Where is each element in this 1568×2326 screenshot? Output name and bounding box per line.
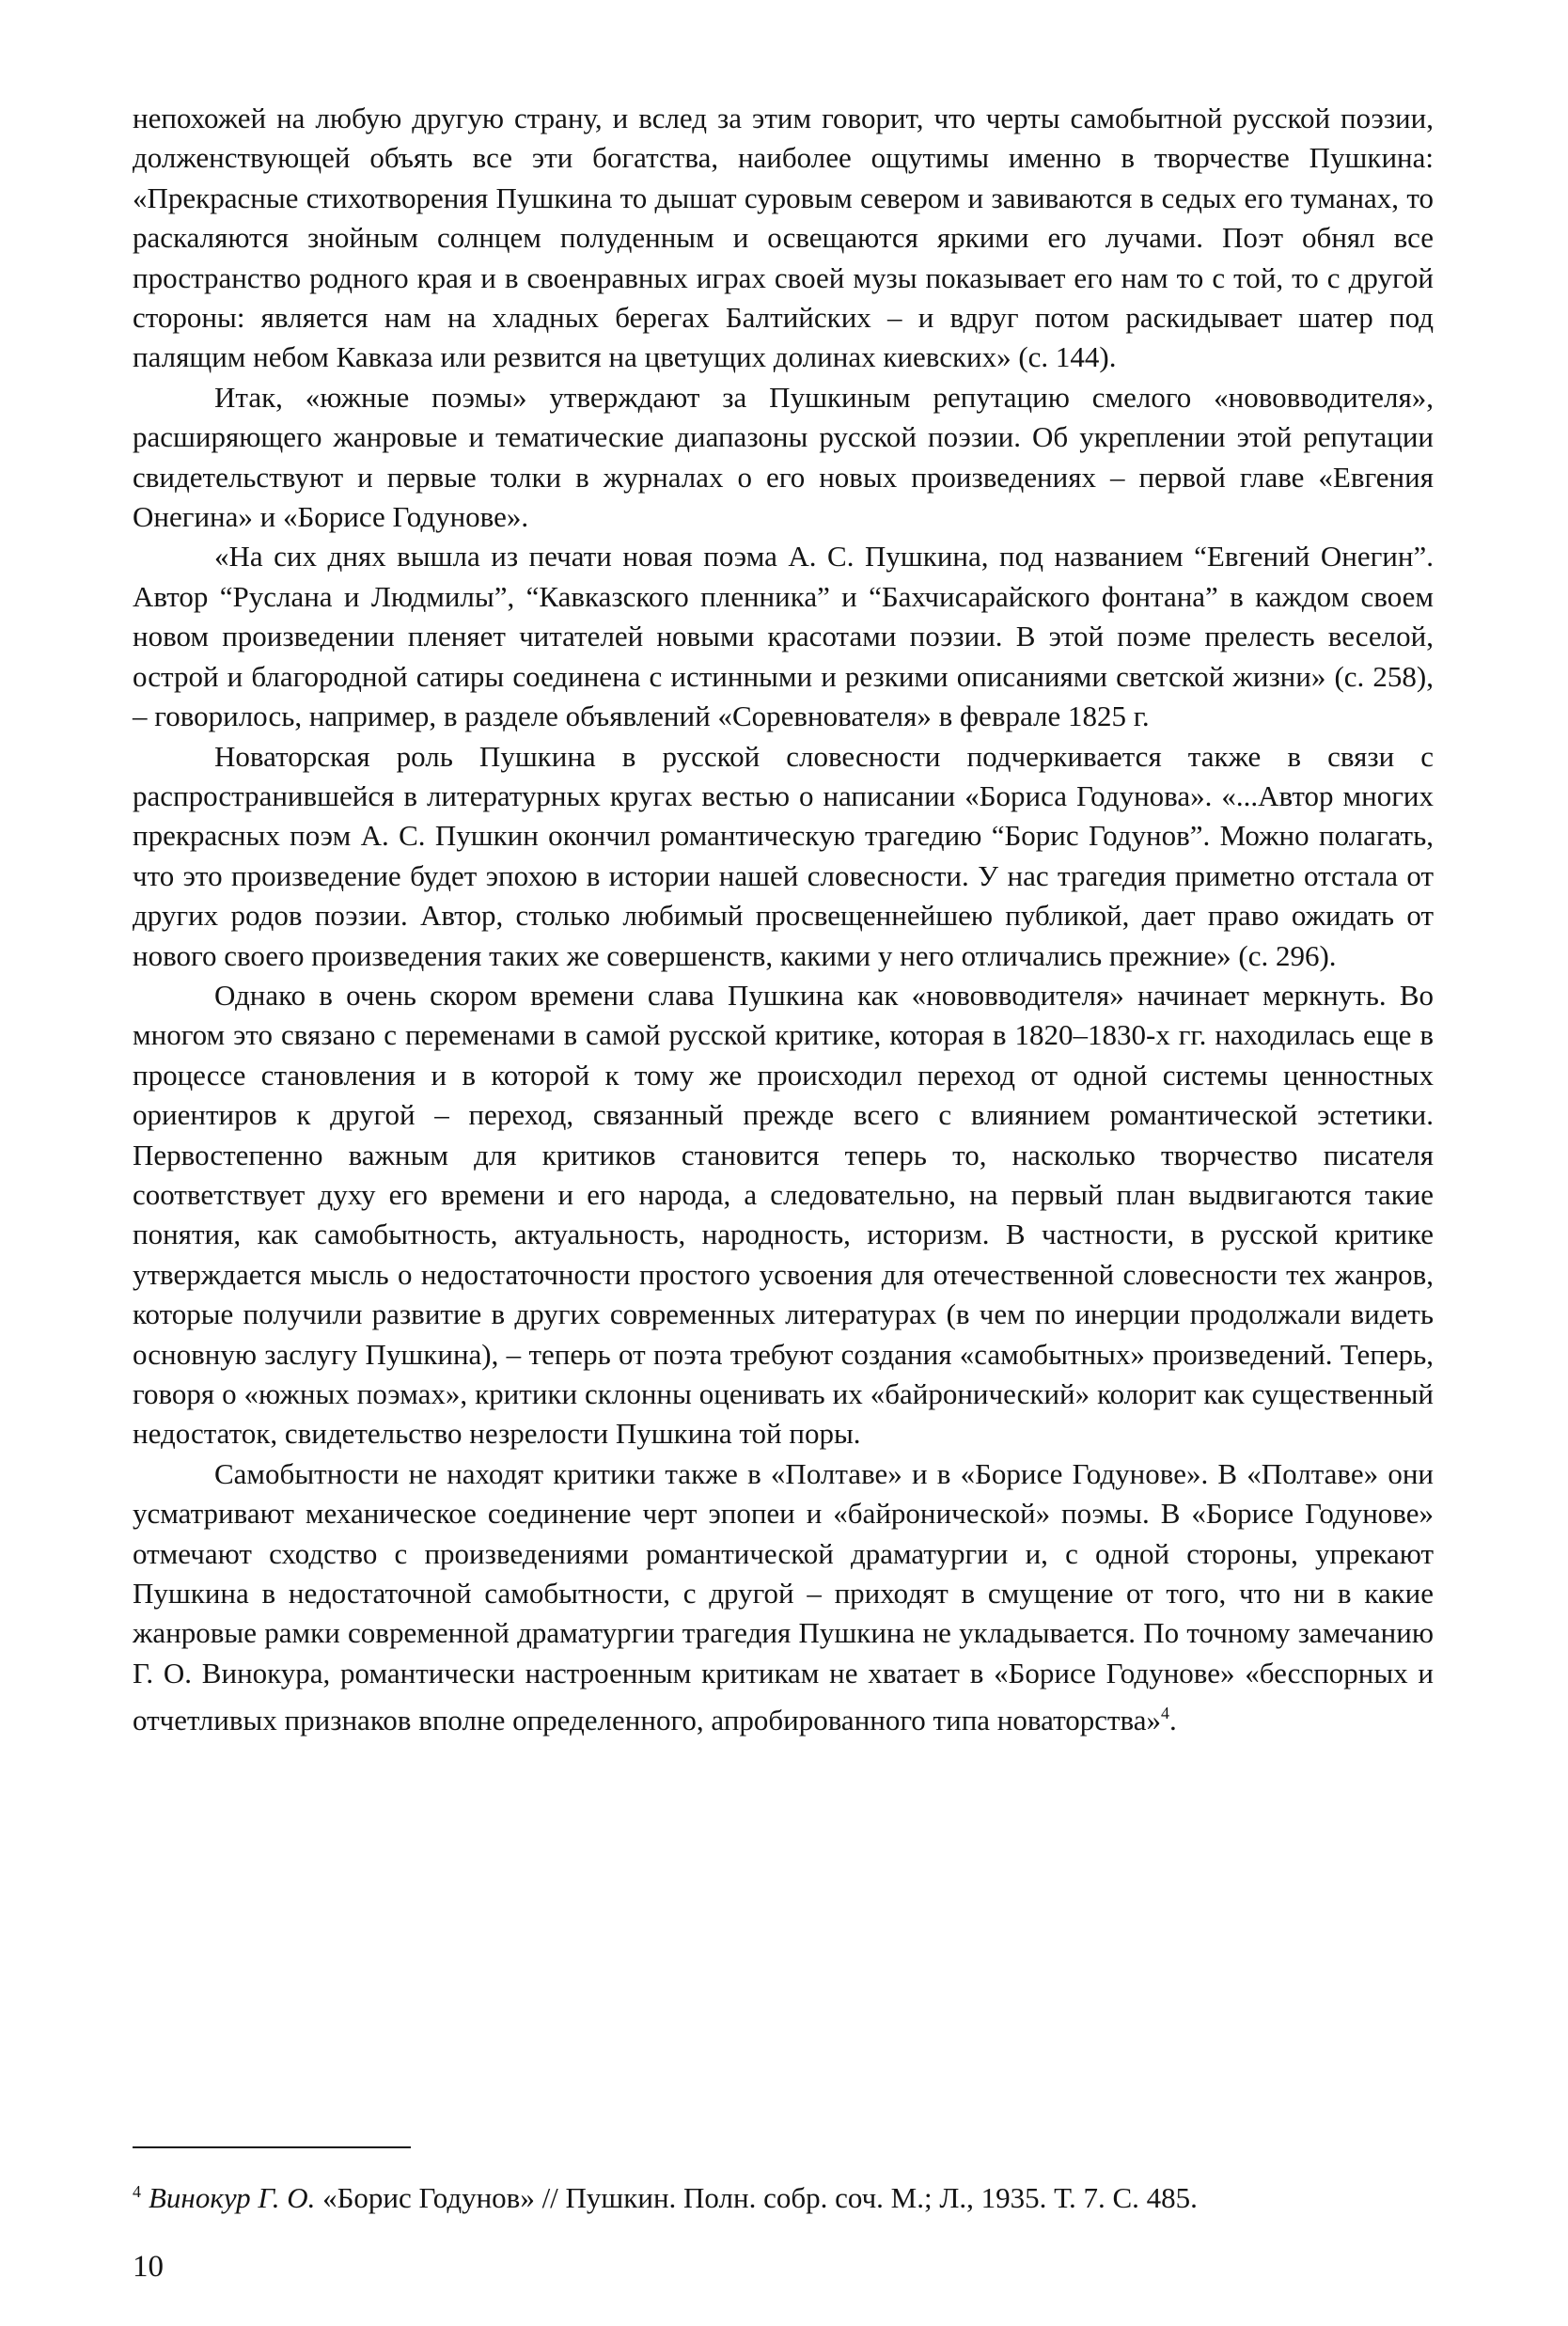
paragraph: Однако в очень скором времени слава Пушкина как «нововводителя» начинает меркнуть. Во многом это связано с переменами в самой русской критике, которая в 1820–1830-х гг. находилась еще в процессе становления и в которой к тому же происходил переход от одной системы ценностных ориентиров к другой – переход, связанный прежде всего с влиянием романтической эстетики. Первостепенно важным для критиков становится теперь то, насколько творчество писателя соответствует духу его времени и его народа, а следовательно, на первый план выдвигаются такие понятия, как самобытность, актуальность, народность, историзм. В частности, в русской критике утверждается мысль о недостаточности простого усвоения для отечественной словесности тех жанров, которые получили развитие в других современных литературах (в чем по инерции продолжали видеть основную заслугу Пушкина), – теперь от поэта требуют создания «самобытных» произведений. Теперь, говоря о «южных поэмах», критики склонны оценивать их «байронический» колорит как существенный недостаток, свидетельство незрелости Пушкина той поры.: [133, 978, 1434, 1451]
paragraph-quote: «На сих днях вышла из печати новая поэма А. С. Пушкина, под названием “Евгений Онегин”. Автор “Руслана и Людмилы”, “Кавказского пленника” и “Бахчисарайского фонтана” в каждом своем новом произведении пленяет читателей новыми красотами поэзии. В этой поэме прелесть веселой, острой и благородной сатиры соединена с истинными и резкими описаниями светской жизни» (с. 258), – говорилось, например, в разделе объявлений «Соревнователя» в феврале 1825 г.: [133, 540, 1434, 733]
paragraph: Итак, «южные поэмы» утверждают за Пушкиным репутацию смелого «нововводителя», расширяющего жанровые и тематические диапазоны русской поэзии. Об укреплении этой репутации свидетельствуют и первые толки в журналах о его новых произведениях – первой главе «Евгения Онегина» и «Борисе Годунове».: [133, 380, 1434, 534]
footnote-reference: 4: [1161, 1704, 1170, 1723]
paragraph-continuation: непохожей на любую другую страну, и вслед за этим говорит, что черты самобытной русской поэзии, долженствующей объять все эти богатства, наиболее ощутимы именно в творчестве Пушкина: «Прекрасные стихотворения Пушкина то дышат суровым севером и завиваются в седых его туманах, то раскаляются знойным солнцем полуденным и освещаются яркими его лучами. Поэт обнял все пространство родного края и в своенравных играх своей музы показывает его нам то с той, то с другой стороны: является нам на хладных берегах Балтийских – и вдруг потом раскидывает шатер под палящим небом Кавказа или резвится на цветущих долинах киевских» (с. 144).: [133, 102, 1434, 374]
footnote-divider: [133, 2146, 411, 2148]
main-text: [133, 99, 1434, 1741]
paragraph-last: Самобытности не находят критики также в «Полтаве» и в «Борисе Годунове». В «Полтаве» они усматривают механическое соединение черт эпопеи и «байронической» поэмы. В «Борисе Годунове» отмечают сходство с произведениями романтической драматургии и, с одной стороны, упрекают Пушкина в недостаточной самобытности, с другой – приходят в смущение от того, что ни в какие жанровые рамки современной драматургии трагедия Пушкина не укладывается. По точному замечанию Г. О. Винокура, романтически настроенным критикам не хватает в «Борисе Годунове» «бесспорных и отчетливых признаков вполне определенного, апробированного типа новаторства»$^4$.: [133, 1456, 1434, 1737]
footnote-marker: 4: [133, 2182, 141, 2201]
footnote: [133, 2172, 1434, 2218]
paragraph: Новаторская роль Пушкина в русской словесности подчеркивается также в связи с распространившейся в литературных кругах вестью о написании «Бориса Годунова». «...Автор многих прекрасных поэм А. С. Пушкин окончил романтическую трагедию “Борис Годунов”. Можно полагать, что это произведение будет эпохою в истории нашей словесности. У нас трагедия приметно отстала от других родов поэзии. Автор, столько любимый просвещеннейшею публикой, дает право ожидать от нового своего произведения таких же совершенств, какими у него отличались прежние» (с. 296).: [133, 739, 1434, 972]
footnote-text: «Борис Годунов» // Пушкин. Полн. собр. соч. М.; Л., 1935. Т. 7. С. 485.: [322, 2181, 1198, 2214]
page-number: 10: [133, 2250, 164, 2284]
paragraph-text: Самобытности не находят критики также в «Полтаве» и в «Борисе Годунове». В «Полтаве» они усматривают механическое соединение черт эпопеи и «байронической» поэмы. В «Борисе Годунове» отмечают сходство с произведениями романтической драматургии и, с одной стороны, упрекают Пушкина в недостаточной самобытности, с другой – приходят в смущение от того, что ни в какие жанровые рамки современной драматургии трагедия Пушкина не укладывается. По точному замечанию Г. О. Винокура, романтически настроенным критикам не хватает в «Борисе Годунове» «бесспорных и отчетливых признаков вполне определенного, апробированного типа новаторства»: [133, 1456, 1434, 1737]
footnote-author: Винокур Г. О.: [149, 2181, 316, 2214]
